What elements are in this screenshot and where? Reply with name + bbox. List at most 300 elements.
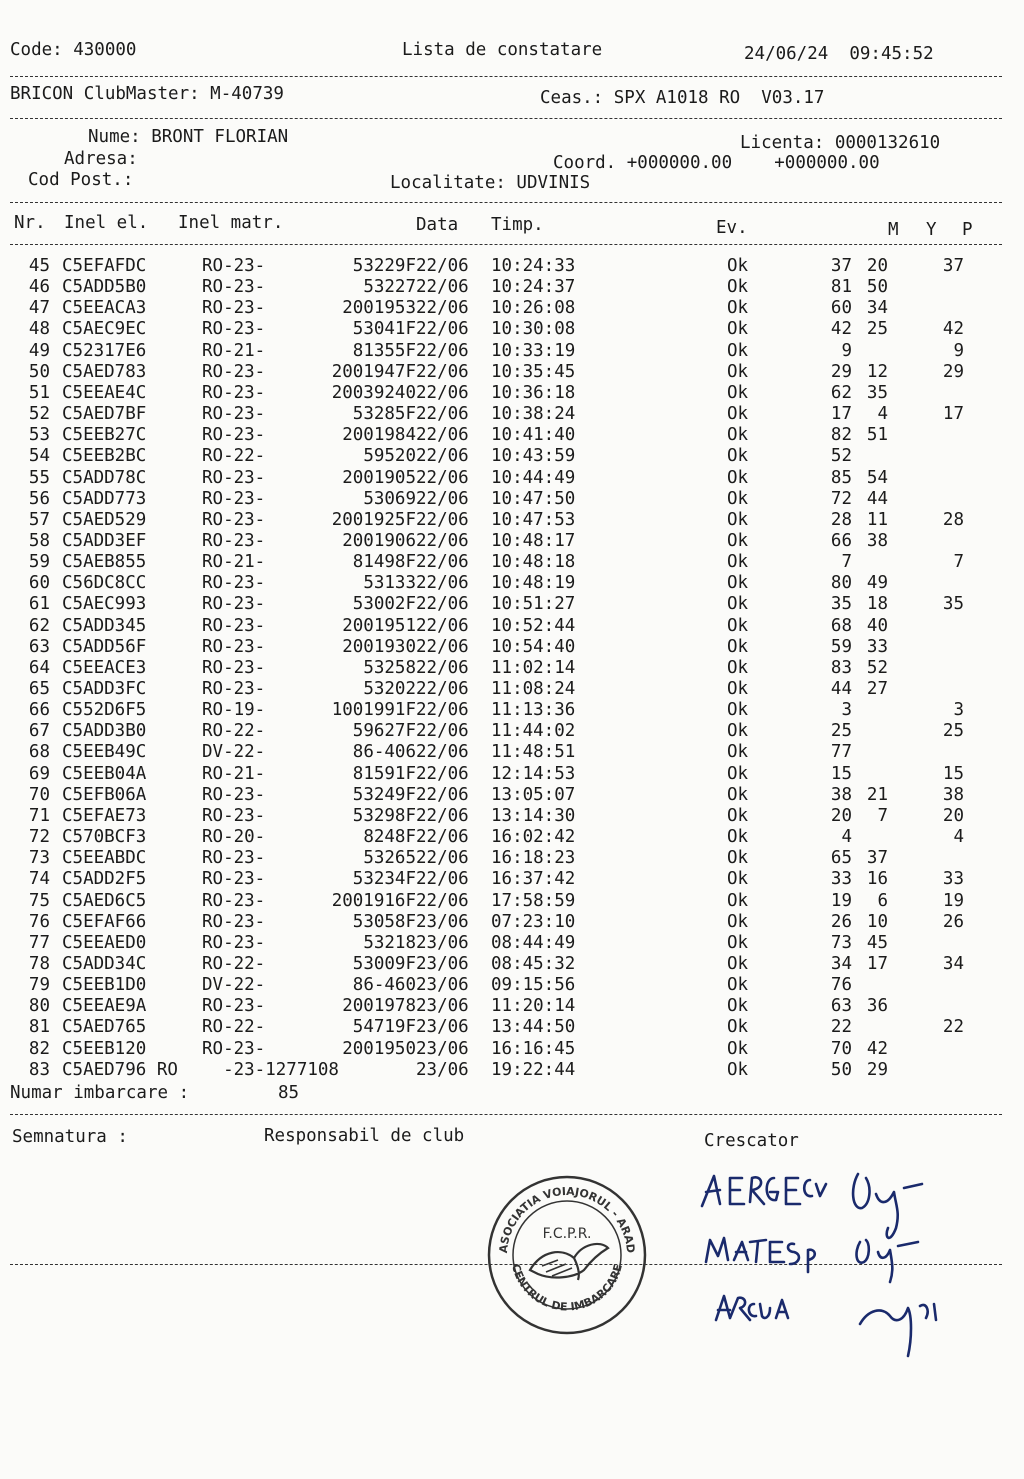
cell-time: 10:41:40 — [491, 425, 576, 446]
cell-num: 53227 — [363, 277, 416, 298]
cell-im: RO-23- — [202, 425, 266, 446]
signature-name-2 — [706, 1238, 815, 1272]
cell-date: 22/06 — [416, 890, 469, 911]
cell-nr: 80 — [28, 996, 50, 1017]
cell-y: 27 — [866, 679, 888, 699]
cell-y: 36 — [866, 996, 888, 1017]
col-ring-el: Inel el. — [64, 213, 149, 233]
cell-time: 16:18:23 — [491, 848, 576, 869]
signature-label: Semnatura : — [12, 1127, 128, 1147]
table-row — [0, 848, 1024, 869]
cell-y: 18 — [866, 594, 888, 615]
cell-el: C5ADD5B0 — [62, 277, 147, 298]
cell-p: 22 — [942, 1017, 964, 1038]
cell-y: 17 — [866, 953, 888, 974]
cell-num: 53009F — [352, 953, 416, 974]
cell-date: 22/06 — [416, 552, 469, 573]
table-row — [0, 319, 1024, 340]
pigeon-wing-icon — [542, 1260, 572, 1276]
cell-im: RO-21- — [202, 552, 266, 573]
cell-time: 10:35:45 — [491, 361, 576, 382]
cell-date: 22/06 — [416, 869, 469, 890]
cell-el: C5ADD773 — [62, 488, 147, 509]
cell-im: RO-23- — [202, 805, 266, 826]
cell-im: -23-1277108 — [202, 1059, 339, 1080]
cell-ev: Ok — [727, 488, 749, 509]
cell-m: 76 — [830, 975, 852, 996]
cell-num: 53218 — [363, 932, 416, 953]
cell-num: 20039240 — [331, 382, 416, 403]
cell-p: 28 — [942, 509, 964, 530]
cell-y: 33 — [866, 636, 888, 657]
cell-el: C5ADD3B0 — [62, 721, 147, 742]
cell-p: 38 — [942, 784, 964, 805]
cell-p: 25 — [942, 721, 964, 742]
cell-ev: Ok — [727, 805, 749, 826]
cell-el: C5ADD56F — [62, 636, 147, 657]
cell-nr: 53 — [28, 425, 50, 446]
cell-im: RO-23- — [202, 277, 266, 298]
table-row — [0, 531, 1024, 552]
cell-nr: 77 — [28, 932, 50, 953]
handwritten-signatures — [690, 1148, 990, 1368]
table-row — [0, 869, 1024, 890]
cell-ev: Ok — [727, 742, 749, 763]
cell-num: 59520 — [363, 446, 416, 467]
cell-y: 12 — [866, 361, 888, 382]
cell-time: 10:43:59 — [491, 446, 576, 467]
cell-el: C5EFB06A — [62, 784, 147, 805]
cell-time: 07:23:10 — [491, 911, 576, 932]
table-row — [0, 996, 1024, 1017]
cell-num: 53041F — [352, 319, 416, 340]
cell-m: 85 — [830, 467, 852, 488]
cell-p: 29 — [942, 361, 964, 382]
table-row — [0, 700, 1024, 721]
cell-m: 63 — [830, 996, 852, 1017]
signature-mark-3 — [860, 1304, 936, 1356]
cell-ev: Ok — [727, 784, 749, 805]
cell-p: 20 — [942, 805, 964, 826]
cell-ev: Ok — [727, 911, 749, 932]
cell-m: 70 — [830, 1038, 852, 1059]
cell-nr: 70 — [28, 784, 50, 805]
cell-time: 16:16:45 — [491, 1038, 576, 1059]
table-row — [0, 277, 1024, 298]
cell-num: 53265 — [363, 848, 416, 869]
cell-el: C5EFAE73 — [62, 805, 147, 826]
cell-ev: Ok — [727, 679, 749, 699]
cell-date: 22/06 — [416, 256, 469, 276]
cell-m: 20 — [830, 805, 852, 826]
cell-date: 22/06 — [416, 763, 469, 784]
cell-ev: Ok — [727, 1038, 749, 1059]
cell-m: 44 — [830, 679, 852, 699]
table-row — [0, 742, 1024, 763]
cell-m: 80 — [830, 573, 852, 594]
cell-time: 11:48:51 — [491, 742, 576, 763]
cell-ev: Ok — [727, 340, 749, 361]
cell-date: 22/06 — [416, 467, 469, 488]
cell-nr: 79 — [28, 975, 50, 996]
table-row — [0, 785, 1024, 806]
table-row — [0, 468, 1024, 489]
cell-m: 50 — [830, 1059, 852, 1080]
table-row — [0, 404, 1024, 425]
signature-mark-1 — [853, 1174, 922, 1238]
cell-el: C5AED796 RO — [62, 1059, 178, 1080]
cell-ev: Ok — [727, 530, 749, 551]
cell-num: 81498F — [352, 552, 416, 573]
cell-time: 19:22:44 — [491, 1059, 576, 1080]
cell-el: C5AED7BF — [62, 404, 147, 425]
cell-nr: 45 — [28, 256, 50, 276]
cell-ev: Ok — [727, 1059, 749, 1080]
cell-nr: 63 — [28, 636, 50, 657]
print-date-time: 24/06/24 09:45:52 — [744, 44, 934, 64]
cell-y: 52 — [866, 657, 888, 678]
cell-p: 7 — [953, 552, 964, 573]
cell-time: 12:14:53 — [491, 763, 576, 784]
cell-time: 10:44:49 — [491, 467, 576, 488]
cell-im: RO-23- — [202, 911, 266, 932]
cell-num: 2001984 — [342, 425, 416, 446]
cell-el: C5EEACA3 — [62, 298, 147, 319]
cell-num: 2001978 — [342, 996, 416, 1017]
divider — [10, 202, 1002, 203]
cell-nr: 50 — [28, 361, 50, 382]
cell-ev: Ok — [727, 953, 749, 974]
cell-y: 51 — [866, 425, 888, 446]
cell-m: 15 — [830, 763, 852, 784]
cell-date: 22/06 — [416, 700, 469, 721]
cell-date: 23/06 — [416, 911, 469, 932]
cell-m: 83 — [830, 657, 852, 678]
cell-y: 11 — [866, 509, 888, 530]
cell-el: C5AED529 — [62, 509, 147, 530]
cell-m: 82 — [830, 425, 852, 446]
cell-date: 23/06 — [416, 996, 469, 1017]
col-m: M — [888, 220, 899, 240]
table-row — [0, 806, 1024, 827]
code-label: Code: 430000 — [10, 40, 137, 60]
cell-ev: Ok — [727, 636, 749, 657]
cell-el: C5AED6C5 — [62, 890, 147, 911]
cell-m: 26 — [830, 911, 852, 932]
cell-ev: Ok — [727, 573, 749, 594]
cell-im: RO-21- — [202, 763, 266, 784]
cell-m: 33 — [830, 869, 852, 890]
cell-ev: Ok — [727, 404, 749, 425]
cell-ev: Ok — [727, 721, 749, 742]
cell-y: 16 — [866, 869, 888, 890]
cell-num: 81591F — [352, 763, 416, 784]
cell-nr: 52 — [28, 404, 50, 425]
cell-el: C5ADD3FC — [62, 679, 147, 699]
cell-ev: Ok — [727, 657, 749, 678]
cell-ev: Ok — [727, 594, 749, 615]
cell-num: 53202 — [363, 679, 416, 699]
cell-date: 22/06 — [416, 530, 469, 551]
stamp-center-text: F.C.P.R. — [542, 1226, 592, 1242]
table-row — [0, 1060, 1024, 1081]
cell-m: 42 — [830, 319, 852, 340]
table-row — [0, 594, 1024, 615]
cell-ev: Ok — [727, 298, 749, 319]
cell-im: RO-23- — [202, 530, 266, 551]
cell-y: 35 — [866, 382, 888, 403]
cell-nr: 54 — [28, 446, 50, 467]
cell-el: C5ADD345 — [62, 615, 147, 636]
cell-im: RO-23- — [202, 869, 266, 890]
cell-im: RO-19- — [202, 700, 266, 721]
cell-m: 72 — [830, 488, 852, 509]
col-ev: Ev. — [716, 218, 748, 238]
cell-el: C5ADD34C — [62, 953, 147, 974]
cell-im: RO-22- — [202, 446, 266, 467]
cell-time: 16:02:42 — [491, 827, 576, 848]
table-row — [0, 933, 1024, 954]
postal-code-label: Cod Post.: — [28, 170, 134, 190]
cell-num: 54719F — [352, 1017, 416, 1038]
table-row — [0, 341, 1024, 362]
cell-p: 34 — [942, 953, 964, 974]
cell-im: RO-23- — [202, 467, 266, 488]
cell-date: 22/06 — [416, 361, 469, 382]
cell-num: 53229F — [352, 256, 416, 276]
table-row — [0, 1039, 1024, 1060]
cell-num: 59627F — [352, 721, 416, 742]
cell-m: 25 — [830, 721, 852, 742]
cell-date: 22/06 — [416, 848, 469, 869]
cell-im: RO-22- — [202, 953, 266, 974]
cell-y: 20 — [866, 256, 888, 276]
cell-time: 10:48:19 — [491, 573, 576, 594]
cell-ev: Ok — [727, 552, 749, 573]
cell-num: 53058F — [352, 911, 416, 932]
cell-date: 22/06 — [416, 446, 469, 467]
cell-el: C5EEB1D0 — [62, 975, 147, 996]
cell-el: C52317E6 — [62, 340, 147, 361]
cell-time: 10:47:50 — [491, 488, 576, 509]
cell-num: 53069 — [363, 488, 416, 509]
cell-num: 2001925F — [331, 509, 416, 530]
cell-time: 10:51:27 — [491, 594, 576, 615]
cell-num: 53258 — [363, 657, 416, 678]
cell-im: RO-21- — [202, 340, 266, 361]
cell-time: 10:48:17 — [491, 530, 576, 551]
cell-num: 81355F — [352, 340, 416, 361]
cell-date: 22/06 — [416, 382, 469, 403]
cell-time: 11:08:24 — [491, 679, 576, 699]
cell-date: 23/06 — [416, 932, 469, 953]
cell-time: 13:14:30 — [491, 805, 576, 826]
cell-ev: Ok — [727, 446, 749, 467]
cell-time: 11:20:14 — [491, 996, 576, 1017]
cell-date: 22/06 — [416, 509, 469, 530]
cell-date: 23/06 — [416, 975, 469, 996]
cell-ev: Ok — [727, 932, 749, 953]
cell-nr: 60 — [28, 573, 50, 594]
cell-date: 23/06 — [416, 1059, 469, 1080]
cell-num: 53285F — [352, 404, 416, 425]
table-row — [0, 891, 1024, 912]
address-label: Adresa: — [64, 149, 138, 169]
cell-date: 22/06 — [416, 679, 469, 699]
cell-nr: 47 — [28, 298, 50, 319]
cell-nr: 51 — [28, 382, 50, 403]
cell-num: 53133 — [363, 573, 416, 594]
table-row — [0, 425, 1024, 446]
table-row — [0, 573, 1024, 594]
cell-date: 22/06 — [416, 827, 469, 848]
club-master-label: BRICON ClubMaster: M-40739 — [10, 84, 284, 104]
cell-y: 40 — [866, 615, 888, 636]
club-stamp — [482, 1170, 652, 1340]
cell-m: 19 — [830, 890, 852, 911]
cell-nr: 55 — [28, 467, 50, 488]
coordinates: Coord. +000000.00 +000000.00 — [553, 153, 880, 173]
cell-m: 7 — [841, 552, 852, 573]
cell-m: 60 — [830, 298, 852, 319]
cell-el: C5EEAED0 — [62, 932, 147, 953]
cell-num: 1001991F — [331, 700, 416, 721]
cell-el: C5AEC9EC — [62, 319, 147, 340]
cell-el: C56DC8CC — [62, 573, 147, 594]
cell-nr: 78 — [28, 953, 50, 974]
locality: Localitate: UDVINIS — [390, 173, 591, 193]
cell-y: 21 — [866, 784, 888, 805]
cell-im: RO-22- — [202, 1017, 266, 1038]
cell-num: 53298F — [352, 805, 416, 826]
cell-y: 6 — [877, 890, 888, 911]
cell-im: RO-23- — [202, 404, 266, 425]
cell-ev: Ok — [727, 256, 749, 276]
cell-nr: 59 — [28, 552, 50, 573]
cell-time: 11:02:14 — [491, 657, 576, 678]
clock-label: Ceas.: SPX A1018 RO V03.17 — [540, 88, 825, 108]
cell-el: C5EFAF66 — [62, 911, 147, 932]
cell-time: 10:47:53 — [491, 509, 576, 530]
cell-ev: Ok — [727, 615, 749, 636]
cell-num: 86-460 — [352, 975, 416, 996]
cell-ev: Ok — [727, 848, 749, 869]
cell-el: C5EEB2BC — [62, 446, 147, 467]
cell-m: 73 — [830, 932, 852, 953]
table-row — [0, 764, 1024, 785]
cell-im: RO-20- — [202, 827, 266, 848]
divider — [10, 76, 1002, 77]
cell-ev: Ok — [727, 509, 749, 530]
cell-im: RO-23- — [202, 573, 266, 594]
cell-im: RO-23- — [202, 784, 266, 805]
cell-m: 81 — [830, 277, 852, 298]
cell-nr: 74 — [28, 869, 50, 890]
cell-time: 13:44:50 — [491, 1017, 576, 1038]
cell-date: 22/06 — [416, 657, 469, 678]
cell-time: 10:38:24 — [491, 404, 576, 425]
cell-ev: Ok — [727, 425, 749, 446]
cell-time: 08:45:32 — [491, 953, 576, 974]
cell-nr: 69 — [28, 763, 50, 784]
cell-num: 2001916F — [331, 890, 416, 911]
cell-im: RO-23- — [202, 488, 266, 509]
cell-ev: Ok — [727, 996, 749, 1017]
cell-p: 19 — [942, 890, 964, 911]
cell-ev: Ok — [727, 361, 749, 382]
cell-nr: 75 — [28, 890, 50, 911]
cell-y: 29 — [866, 1059, 888, 1080]
cell-im: RO-23- — [202, 657, 266, 678]
cell-ev: Ok — [727, 277, 749, 298]
cell-im: RO-23- — [202, 679, 266, 699]
divider — [10, 1114, 1002, 1115]
cell-el: C5EEABDC — [62, 848, 147, 869]
table-row — [0, 298, 1024, 319]
cell-num: 2001947F — [331, 361, 416, 382]
divider — [10, 118, 1002, 119]
cell-nr: 48 — [28, 319, 50, 340]
cell-im: RO-23- — [202, 890, 266, 911]
col-p: P — [962, 220, 973, 240]
cell-el: C5EEB120 — [62, 1038, 147, 1059]
cell-y: 42 — [866, 1038, 888, 1059]
cell-date: 22/06 — [416, 298, 469, 319]
cell-date: 22/06 — [416, 425, 469, 446]
cell-im: RO-23- — [202, 298, 266, 319]
cell-p: 3 — [953, 700, 964, 721]
cell-y: 10 — [866, 911, 888, 932]
cell-p: 33 — [942, 869, 964, 890]
stamp-bottom-text: CENTRUL DE IMBARCARE — [508, 1262, 625, 1314]
cell-num: 2001906 — [342, 530, 416, 551]
cell-nr: 58 — [28, 530, 50, 551]
cell-time: 10:26:08 — [491, 298, 576, 319]
cell-m: 9 — [841, 340, 852, 361]
cell-ev: Ok — [727, 869, 749, 890]
signature-name-3 — [716, 1296, 788, 1320]
cell-p: 17 — [942, 404, 964, 425]
cell-p: 26 — [942, 911, 964, 932]
cell-el: C5AED783 — [62, 361, 147, 382]
cell-im: DV-22- — [202, 742, 266, 763]
cell-im: RO-23- — [202, 615, 266, 636]
cell-el: C5EEAE4C — [62, 382, 147, 403]
cell-nr: 49 — [28, 340, 50, 361]
cell-time: 10:52:44 — [491, 615, 576, 636]
cell-el: C5EEB49C — [62, 742, 147, 763]
cell-nr: 56 — [28, 488, 50, 509]
cell-im: RO-23- — [202, 996, 266, 1017]
cell-el: C5EEACE3 — [62, 657, 147, 678]
cell-ev: Ok — [727, 382, 749, 403]
cell-im: RO-23- — [202, 848, 266, 869]
cell-m: 38 — [830, 784, 852, 805]
cell-date: 22/06 — [416, 404, 469, 425]
cell-m: 37 — [830, 256, 852, 276]
cell-nr: 66 — [28, 700, 50, 721]
cell-time: 09:15:56 — [491, 975, 576, 996]
cell-el: C5EFAFDC — [62, 256, 147, 276]
table-row — [0, 954, 1024, 975]
col-nr: Nr. — [14, 213, 46, 233]
cell-m: 62 — [830, 382, 852, 403]
cell-el: C5AED765 — [62, 1017, 147, 1038]
cell-nr: 76 — [28, 911, 50, 932]
cell-num: 8248F — [363, 827, 416, 848]
cell-el: C5ADD3EF — [62, 530, 147, 551]
cell-m: 28 — [830, 509, 852, 530]
